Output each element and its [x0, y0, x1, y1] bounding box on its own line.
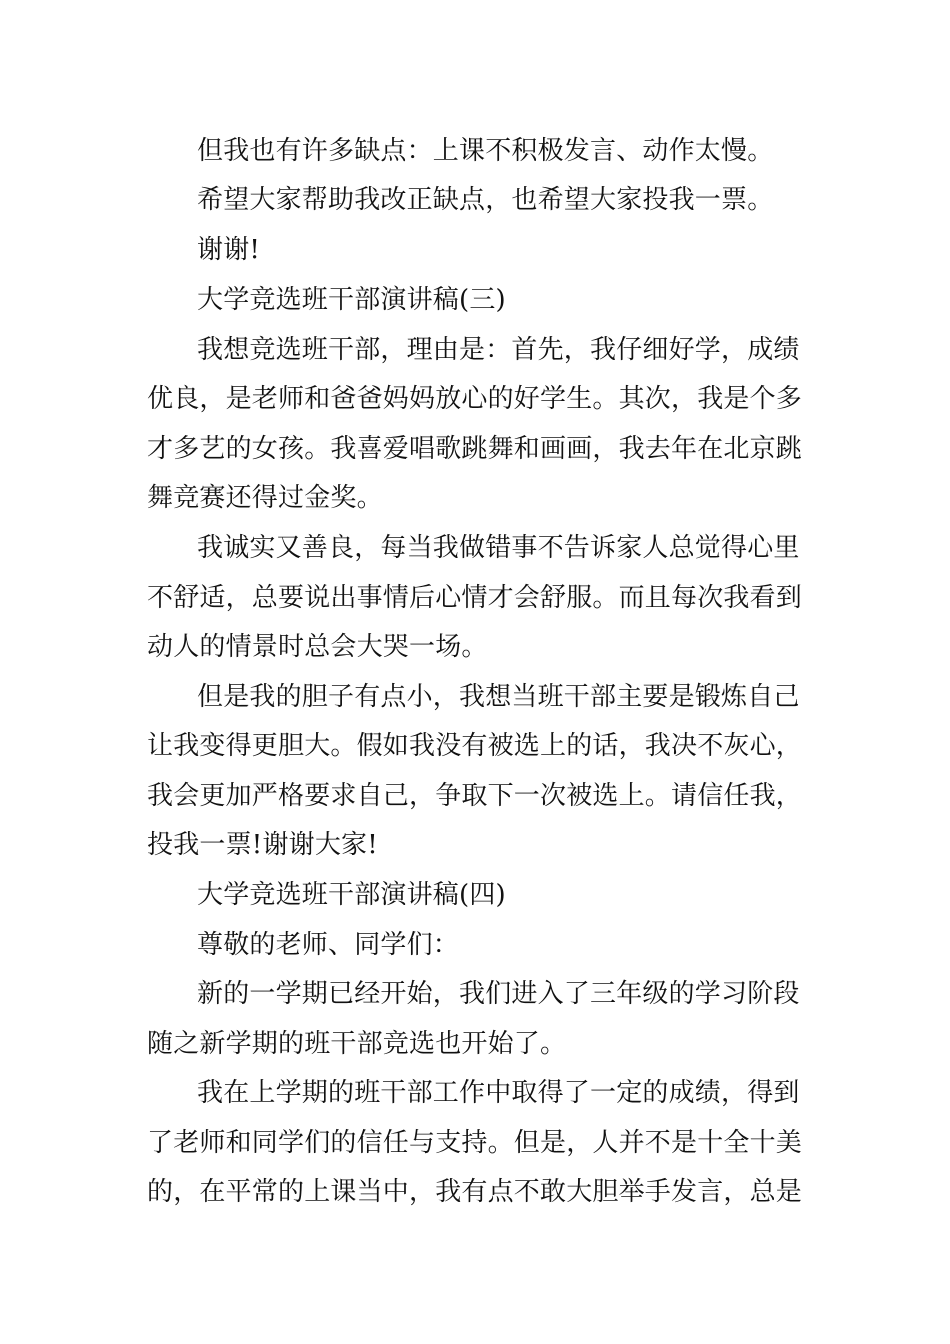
- text-line: 希望大家帮助我改正缺点，也希望大家投我一票。: [197, 185, 774, 215]
- text-line: 动人的情景时总会大哭一场。: [147, 632, 488, 662]
- text-line: 优良，是老师和爸爸妈妈放心的好学生。其次，我是个多: [147, 384, 803, 414]
- text-line: 投我一票!谢谢大家!: [147, 830, 378, 860]
- text-line: 但我也有许多缺点：上课不积极发言、动作太慢。: [197, 136, 774, 166]
- text-line: 才多艺的女孩。我喜爱唱歌跳舞和画画，我去年在北京跳: [147, 434, 803, 464]
- text-line: 新的一学期已经开始，我们进入了三年级的学习阶段: [197, 979, 800, 1009]
- section-heading: 大学竞选班干部演讲稿(四): [197, 880, 506, 910]
- text-line: 但是我的胆子有点小，我想当班干部主要是锻炼自己: [197, 682, 800, 712]
- text-line: 我想竞选班干部，理由是：首先，我仔细好学，成绩: [197, 335, 800, 365]
- section-heading: 大学竞选班干部演讲稿(三): [197, 285, 506, 315]
- text-line: 我会更加严格要求自己，争取下一次被选上。请信任我，: [147, 781, 803, 811]
- text-line: 谢谢!: [197, 235, 261, 265]
- text-line: 尊敬的老师、同学们：: [197, 930, 460, 960]
- text-line: 不舒适，总要说出事情后心情才会舒服。而且每次我看到: [147, 583, 803, 613]
- text-line: 舞竞赛还得过金奖。: [147, 483, 383, 513]
- text-line: 了老师和同学们的信任与支持。但是，人并不是十全十美: [147, 1128, 803, 1158]
- text-line: 随之新学期的班干部竞选也开始了。: [147, 1029, 567, 1059]
- text-line: 我在上学期的班干部工作中取得了一定的成绩，得到: [197, 1078, 800, 1108]
- text-line: 让我变得更胆大。假如我没有被选上的话，我决不灰心，: [147, 731, 803, 761]
- text-line: 的，在平常的上课当中，我有点不敢大胆举手发言，总是: [147, 1177, 803, 1207]
- text-line: 我诚实又善良，每当我做错事不告诉家人总觉得心里: [197, 533, 800, 563]
